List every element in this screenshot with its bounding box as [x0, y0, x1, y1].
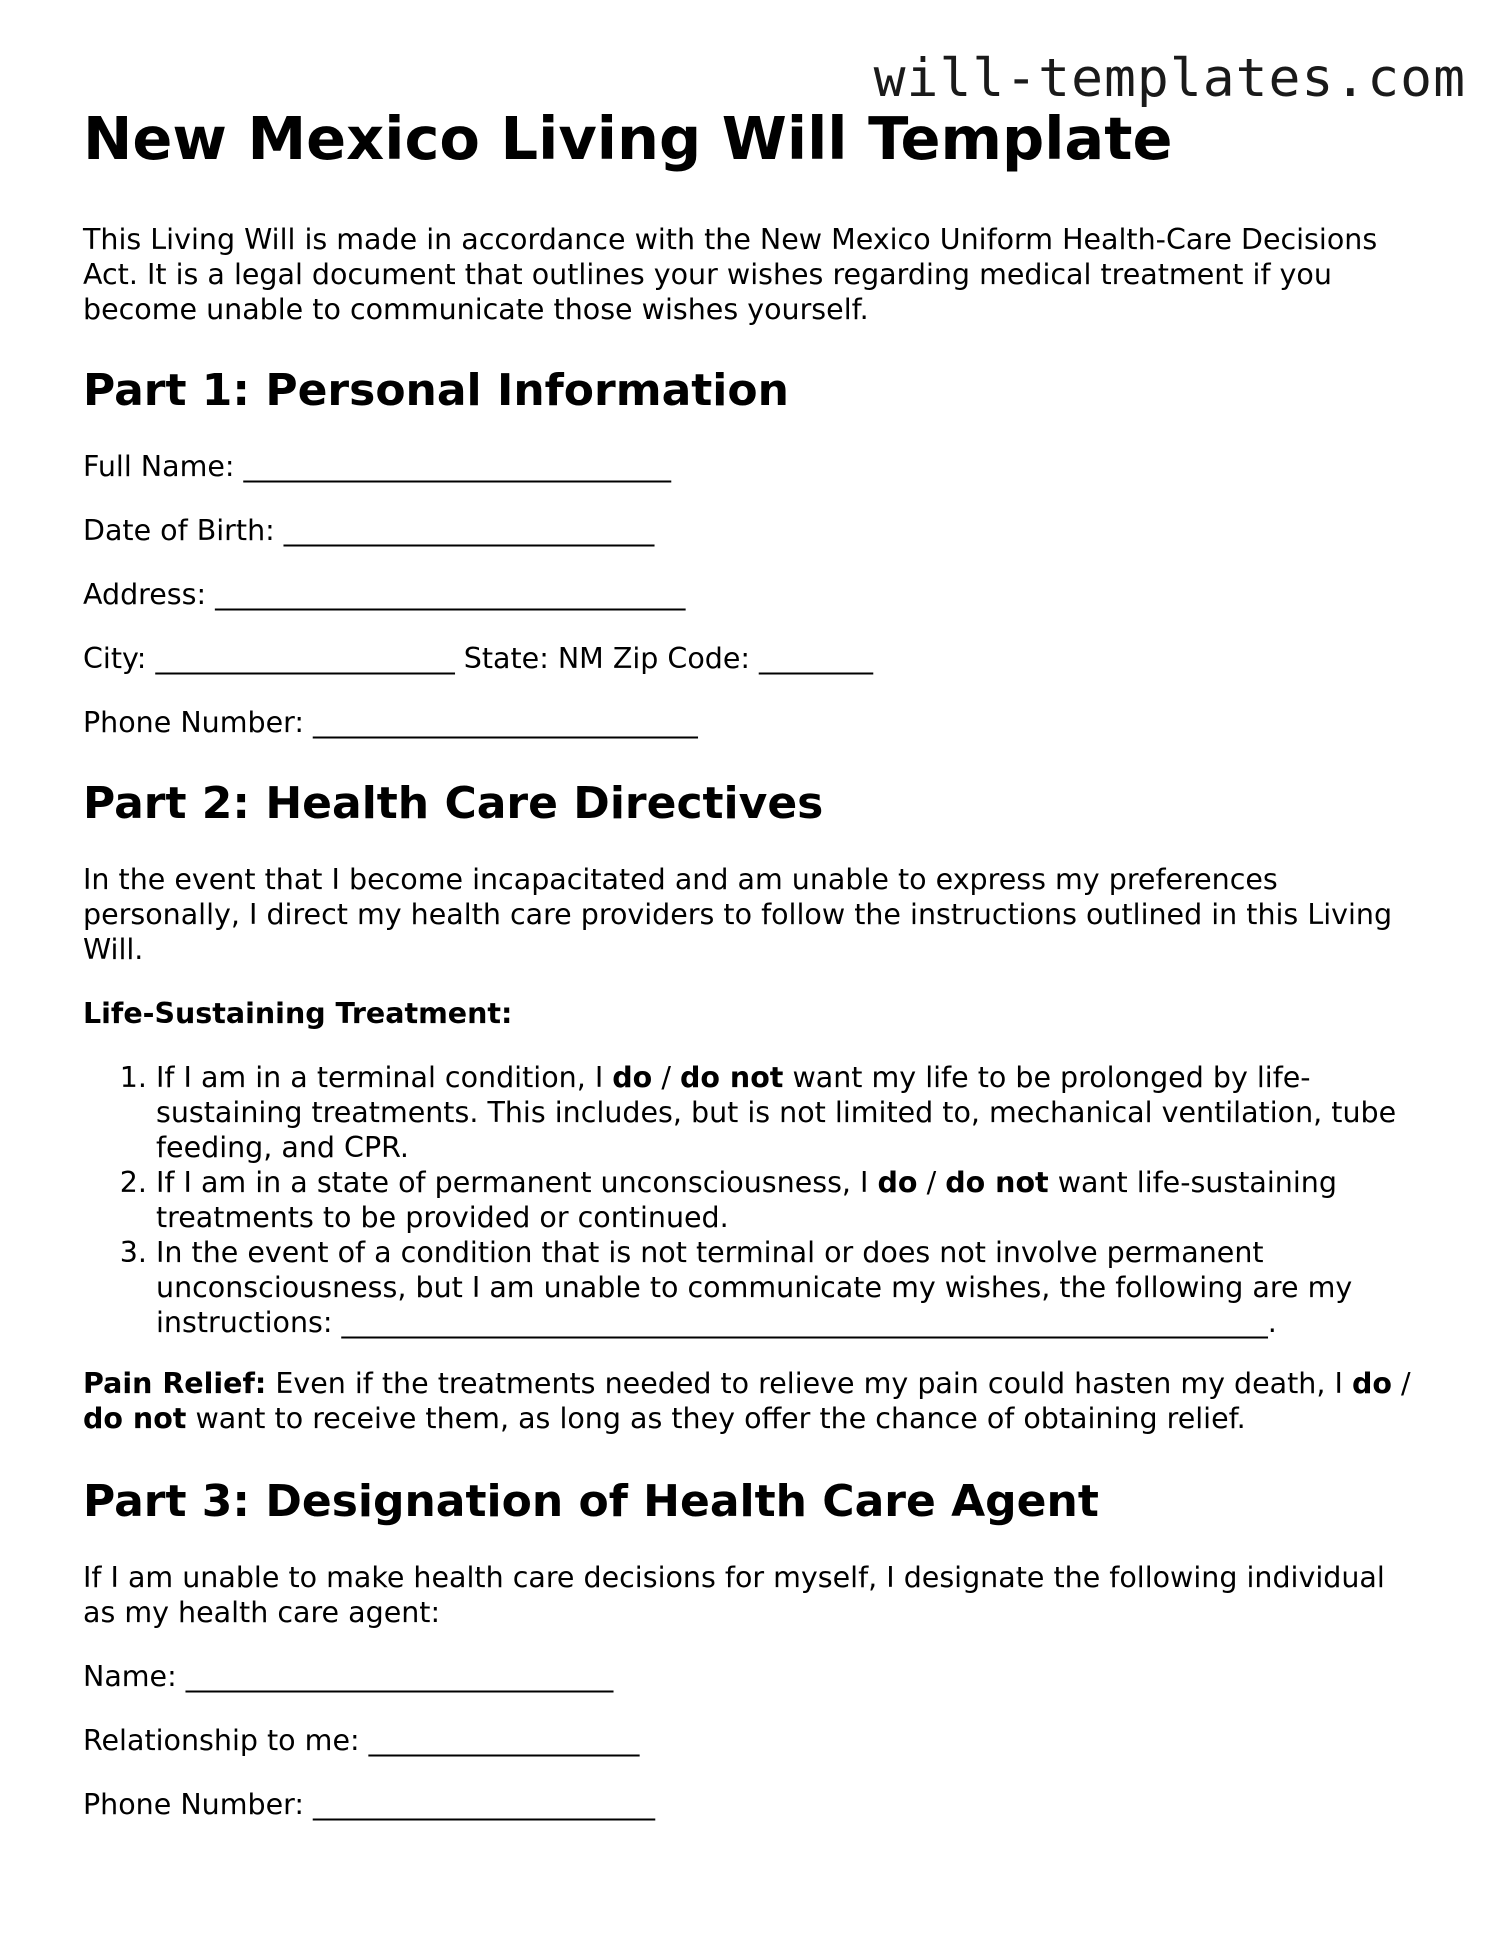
part-2-heading: Part 2: Health Care Directives: [83, 778, 824, 829]
part-1-section: [83, 363, 1423, 740]
phone-number-field: Phone Number: ___________________________: [83, 706, 698, 739]
part-2-intro: In the event that I become incapacitated and am unable to express my preferences personally, I direct my health care providers to follow the instructions outlined in this Living Will.: [83, 863, 1393, 966]
directive-item-1: 1. If I am in a terminal condition, I do / do not want my life to be prolonged by life-sustaining treatments. This includes, but is not limited to, mechanical ventilation, tube feeding, and CPR.: [156, 1060, 1423, 1165]
directive-item-3: 3. In the event of a condition that is not terminal or does not involve permanent unconsciousness, but I am unable to communicate my wishes, the following are my instructions: _________________________________________________________________.: [156, 1235, 1423, 1340]
city-state-zip-field: City: _____________________ State: NM Zip Code: ________: [83, 642, 874, 675]
directive-item-2: 2. If I am in a state of permanent unconsciousness, I do / do not want life-sustaining treatments to be provided or continued.: [156, 1165, 1423, 1235]
document-page: [83, 100, 1423, 1851]
intro-paragraph: This Living Will is made in accordance with the New Mexico Uniform Health-Care Decisions Act. It is a legal document that outlines your wishes regarding medical treatment if you become unable to communicate those wishes yourself.: [83, 223, 1378, 326]
part-2-section: [83, 776, 1423, 1436]
do-option: do: [612, 1061, 653, 1094]
agent-name-field: Name: ______________________________: [83, 1660, 614, 1693]
full-name-field: Full Name: ______________________________: [83, 450, 672, 483]
part-3-intro: If I am unable to make health care decisions for myself, I designate the following individual as my health care agent:: [83, 1561, 1385, 1629]
address-field: Address: _________________________________: [83, 578, 686, 611]
pain-relief-paragraph: Pain Relief: Even if the treatments needed to relieve my pain could hasten my death, I do / do not want to receive them, as long as they offer the chance of obtaining relief.: [83, 1367, 1411, 1435]
date-of-birth-field: Date of Birth: __________________________: [83, 514, 655, 547]
do-option: do: [877, 1166, 918, 1199]
do-not-option: do not: [83, 1402, 187, 1435]
part-1-heading: Part 1: Personal Information: [83, 365, 789, 416]
do-option: do: [1351, 1367, 1392, 1400]
do-not-option: do not: [945, 1166, 1049, 1199]
agent-phone-field: Phone Number: ________________________: [83, 1788, 655, 1821]
directives-list: [83, 1060, 1423, 1340]
watermark: will-templates.com: [873, 48, 1466, 109]
part-3-heading: Part 3: Designation of Health Care Agent: [83, 1476, 1099, 1527]
part-3-section: [83, 1474, 1423, 1822]
do-not-option: do not: [680, 1061, 784, 1094]
pain-relief-label: Pain Relief:: [83, 1367, 267, 1400]
life-sustaining-subheading: Life-Sustaining Treatment:: [83, 997, 513, 1030]
page-title: New Mexico Living Will Template: [83, 104, 1173, 173]
agent-relationship-field: Relationship to me: ___________________: [83, 1724, 640, 1757]
